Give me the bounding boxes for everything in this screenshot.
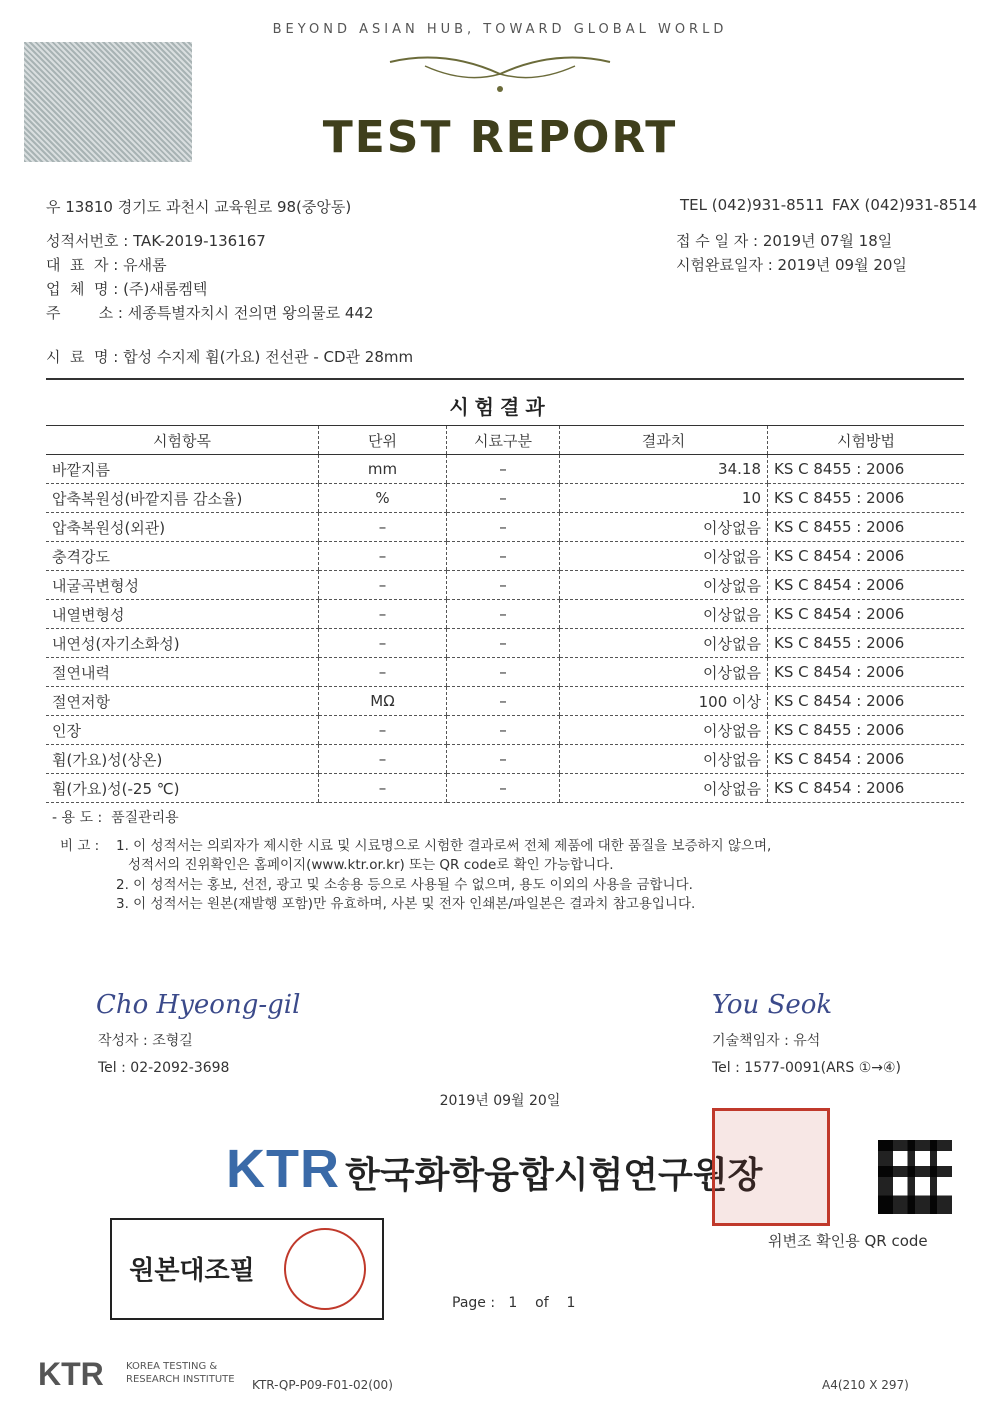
row-unit: – — [319, 716, 447, 745]
company-address — [46, 302, 374, 323]
col-result: 결과치 — [560, 426, 768, 455]
row-sample: – — [447, 687, 560, 716]
row-result: 100 이상 — [560, 687, 768, 716]
divider — [46, 378, 964, 380]
sample-value: 합성 수지제 휨(가요) 전선관 - CD관 28mm — [123, 348, 414, 366]
row-unit: mm — [319, 455, 447, 484]
row-method: KS C 8454 : 2006 — [768, 774, 965, 803]
author: 작성자 : 조형길 — [98, 1033, 193, 1049]
company-value: (주)새롬켐텍 — [123, 280, 208, 298]
col-item: 시험항목 — [46, 426, 319, 455]
row-item: 절연내력 — [46, 658, 319, 687]
paper-size: A4(210 X 297) — [822, 1378, 909, 1392]
lab-fax: FAX (042)931-8514 — [832, 196, 978, 214]
row-item: 휨(가요)성(-25 ℃) — [46, 774, 319, 803]
remarks-label: 비 고 : — [60, 838, 100, 854]
row-result: 10 — [560, 484, 768, 513]
row-result: 이상없음 — [560, 629, 768, 658]
sample-label: 시 료 명 : — [46, 348, 119, 366]
row-item: 내열변형성 — [46, 600, 319, 629]
row-item: 절연저항 — [46, 687, 319, 716]
table-row — [46, 745, 964, 774]
page-indicator — [452, 1295, 575, 1311]
qr-code-icon — [878, 1140, 952, 1214]
row-method: KS C 8454 : 2006 — [768, 542, 965, 571]
remark-2: 2. 이 성적서는 홍보, 선전, 광고 및 소송용 등으로 사용될 수 없으며, 용도 이외의 사용을 금합니다. — [116, 877, 693, 893]
col-sample: 시료구분 — [447, 426, 560, 455]
row-sample: – — [447, 600, 560, 629]
original-check-label: 원본대조필 — [129, 1256, 255, 1286]
motto: BEYOND ASIAN HUB, TOWARD GLOBAL WORLD — [272, 22, 728, 37]
table-row — [46, 455, 964, 484]
addr-label: 주 소 : — [46, 304, 123, 322]
table-row — [46, 716, 964, 745]
ktr-institute-name: 한국화학융합시험연구원장 — [345, 1155, 763, 1196]
row-result: 이상없음 — [560, 658, 768, 687]
row-method: KS C 8454 : 2006 — [768, 600, 965, 629]
page-label: Page : — [452, 1295, 496, 1311]
table-row — [46, 571, 964, 600]
received-date — [676, 230, 892, 251]
row-sample: – — [447, 658, 560, 687]
results-table — [46, 425, 964, 803]
lab-address: 우 13810 경기도 과천시 교육원로 98(중앙동) — [46, 198, 352, 216]
table-row — [46, 542, 964, 571]
received-label: 접 수 일 자 : — [676, 232, 759, 250]
results-heading: 시험결과 — [449, 395, 551, 419]
completed-value: 2019년 09월 20일 — [777, 256, 907, 274]
row-result: 이상없음 — [560, 513, 768, 542]
table-row — [46, 629, 964, 658]
representative — [46, 254, 167, 275]
remark-3: 3. 이 성적서는 원본(재발행 포함)만 유효하며, 사본 및 전자 인쇄본/파일본은 결과치 참고용입니다. — [116, 896, 696, 912]
qr-caption: 위변조 확인용 QR code — [768, 1232, 928, 1250]
original-check-box — [110, 1218, 384, 1320]
completed-label: 시험완료일자 : — [676, 256, 773, 274]
lab-tel: TEL (042)931-8511 — [680, 196, 825, 214]
usage — [52, 807, 179, 827]
manager-tel: Tel : 1577-0091(ARS ①→④) — [712, 1060, 901, 1076]
row-sample: – — [447, 455, 560, 484]
company-label: 업 체 명 : — [46, 280, 119, 298]
row-item: 바깥지름 — [46, 455, 319, 484]
row-method: KS C 8455 : 2006 — [768, 716, 965, 745]
table-row — [46, 484, 964, 513]
row-sample: – — [447, 513, 560, 542]
usage-value: 품질관리용 — [111, 810, 179, 826]
row-unit: – — [319, 513, 447, 542]
row-item: 압축복원성(바깥지름 감소율) — [46, 484, 319, 513]
row-item: 충격강도 — [46, 542, 319, 571]
row-item: 인장 — [46, 716, 319, 745]
manager-signature: You Seok — [712, 990, 833, 1020]
row-unit: – — [319, 571, 447, 600]
rep-label: 대 표 자 : — [46, 256, 119, 274]
report-no — [46, 230, 266, 251]
row-method: KS C 8455 : 2006 — [768, 629, 965, 658]
row-sample: – — [447, 542, 560, 571]
row-sample: – — [447, 716, 560, 745]
remark-1b: 성적서의 진위확인은 홈페이지(www.ktr.or.kr) 또는 QR code로 확인 가능합니다. — [128, 857, 614, 873]
row-result: 이상없음 — [560, 745, 768, 774]
bottom-logo-text — [126, 1360, 235, 1386]
row-unit: MΩ — [319, 687, 447, 716]
row-unit: % — [319, 484, 447, 513]
row-unit: – — [319, 542, 447, 571]
row-sample: – — [447, 571, 560, 600]
ktr-logo: KTR — [226, 1139, 340, 1199]
remark-1a: 1. 이 성적서는 의뢰자가 제시한 시료 및 시료명으로 시험한 결과로써 전체 제품에 대한 품질을 보증하지 않으며, — [116, 838, 772, 854]
row-unit: – — [319, 745, 447, 774]
sample-name — [46, 346, 413, 367]
report-no-label: 성적서번호 : — [46, 232, 129, 250]
row-method: KS C 8454 : 2006 — [768, 745, 965, 774]
company — [46, 278, 207, 299]
form-number: KTR-QP-P09-F01-02(00) — [252, 1378, 393, 1392]
row-result: 이상없음 — [560, 774, 768, 803]
row-item: 휨(가요)성(상온) — [46, 745, 319, 774]
received-value: 2019년 07월 18일 — [762, 232, 893, 250]
usage-label: - 용 도 : — [52, 810, 103, 826]
row-item: 압축복원성(외관) — [46, 513, 319, 542]
row-method: KS C 8454 : 2006 — [768, 687, 965, 716]
row-sample: – — [447, 774, 560, 803]
row-item: 내굴곡변형성 — [46, 571, 319, 600]
issue-date: 2019년 09월 20일 — [439, 1093, 561, 1109]
row-result: 34.18 — [560, 455, 768, 484]
row-unit: – — [319, 600, 447, 629]
bottom-logo-sub1: KOREA TESTING & — [126, 1361, 218, 1372]
row-method: KS C 8455 : 2006 — [768, 455, 965, 484]
row-sample: – — [447, 484, 560, 513]
ornament-divider-icon — [385, 44, 615, 104]
page-current: 1 — [508, 1295, 518, 1311]
row-item: 내연성(자기소화성) — [46, 629, 319, 658]
author-signature: Cho Hyeong-gil — [96, 990, 301, 1020]
bottom-logo-sub2: RESEARCH INSTITUTE — [126, 1374, 235, 1385]
report-no-value: TAK-2019-136167 — [133, 232, 266, 250]
manager: 기술책임자 : 유석 — [712, 1033, 821, 1049]
addr-value: 세종특별자치시 전의면 왕의물로 442 — [127, 304, 374, 322]
table-header — [46, 426, 964, 455]
col-method: 시험방법 — [768, 426, 965, 455]
row-result: 이상없음 — [560, 600, 768, 629]
row-result: 이상없음 — [560, 571, 768, 600]
author-tel: Tel : 02-2092-3698 — [98, 1060, 230, 1076]
row-method: KS C 8455 : 2006 — [768, 484, 965, 513]
ktr-title — [226, 1138, 762, 1200]
page-title: TEST REPORT — [322, 112, 678, 163]
table-row — [46, 658, 964, 687]
page-of: of — [535, 1295, 549, 1311]
row-method: KS C 8455 : 2006 — [768, 513, 965, 542]
row-unit: – — [319, 629, 447, 658]
rep-value: 유새롬 — [123, 256, 167, 274]
original-seal-icon — [284, 1228, 366, 1310]
table-row — [46, 513, 964, 542]
row-result: 이상없음 — [560, 716, 768, 745]
row-unit: – — [319, 774, 447, 803]
page-total: 1 — [566, 1295, 576, 1311]
bottom-logo: KTR — [38, 1356, 104, 1392]
table-row — [46, 774, 964, 803]
table-row — [46, 600, 964, 629]
row-method: KS C 8454 : 2006 — [768, 658, 965, 687]
col-unit: 단위 — [319, 426, 447, 455]
table-row — [46, 687, 964, 716]
row-result: 이상없음 — [560, 542, 768, 571]
row-unit: – — [319, 658, 447, 687]
row-method: KS C 8454 : 2006 — [768, 571, 965, 600]
row-sample: – — [447, 629, 560, 658]
row-sample: – — [447, 745, 560, 774]
completed-date — [676, 254, 907, 275]
official-seal-icon — [712, 1108, 830, 1226]
